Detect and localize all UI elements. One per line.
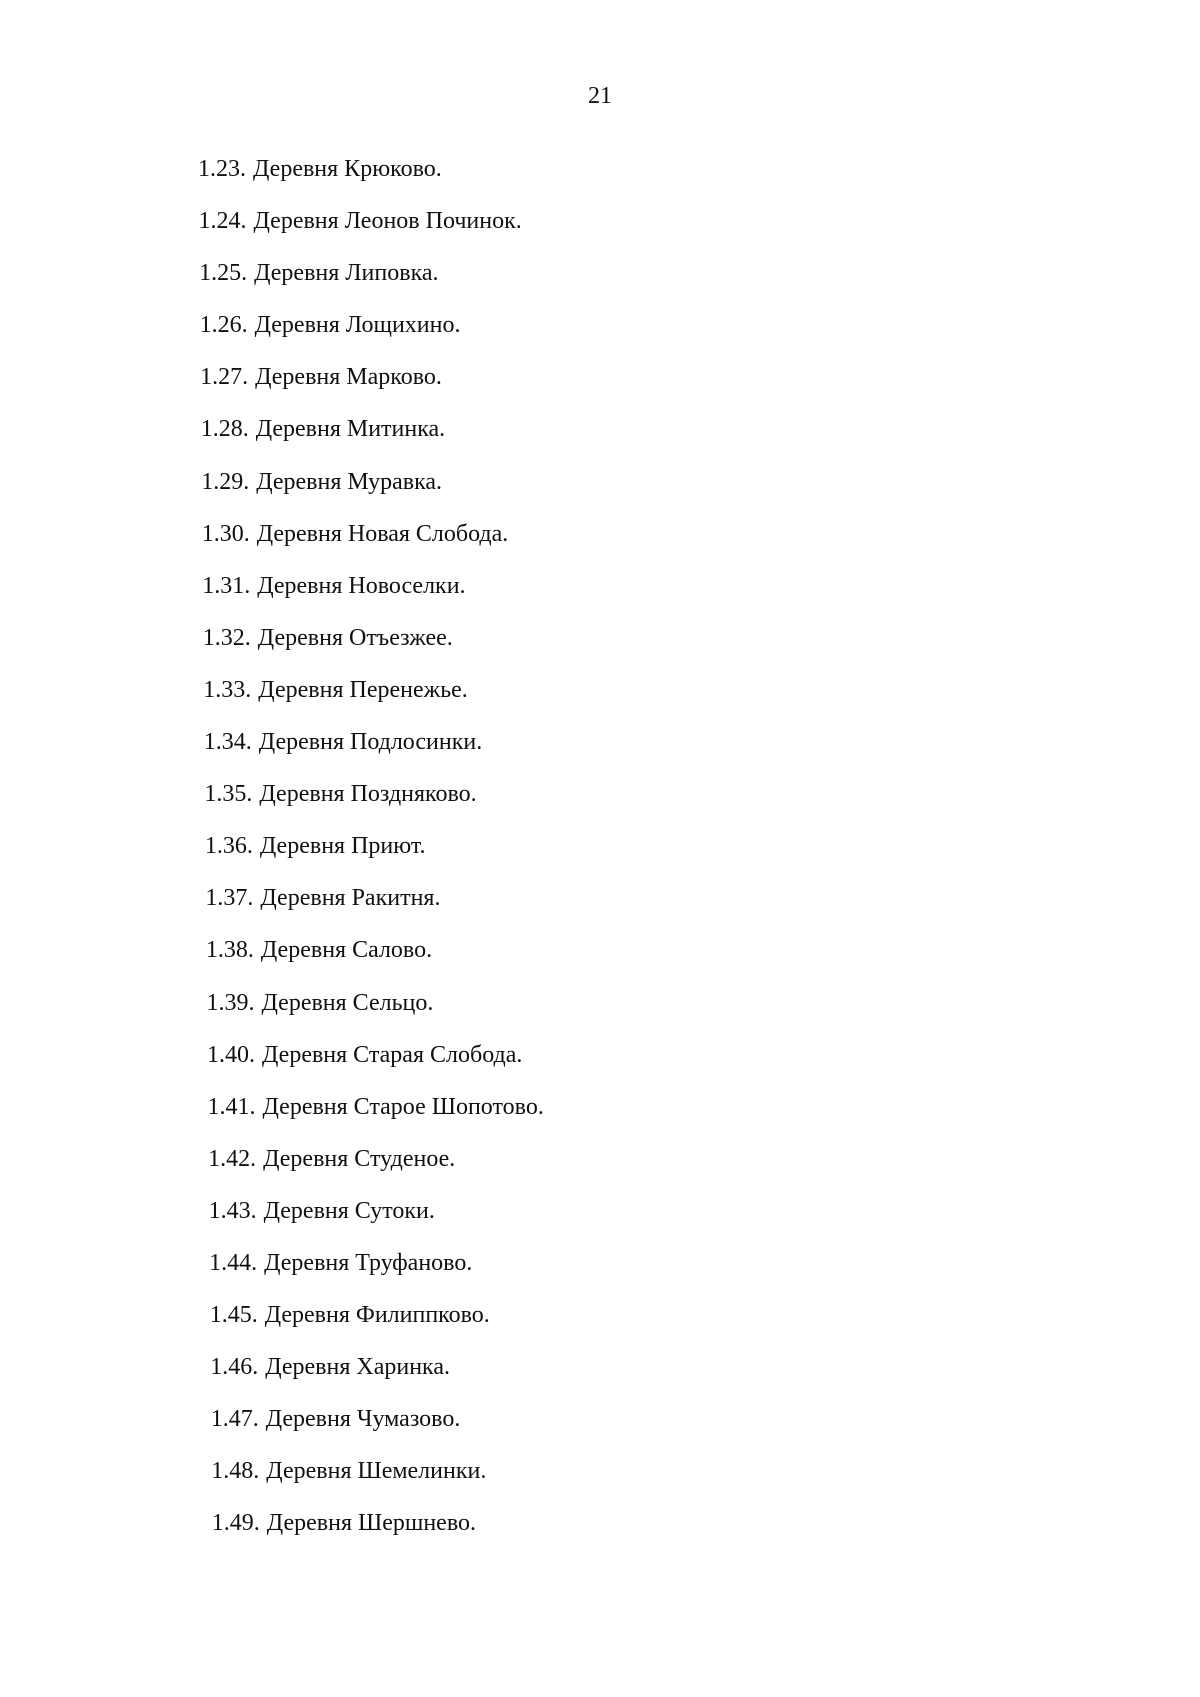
item-number: 1.43. bbox=[208, 1197, 257, 1224]
item-text: Деревня Липовка. bbox=[254, 260, 439, 287]
item-number: 1.27. bbox=[200, 364, 249, 391]
list-item bbox=[0, 936, 1200, 988]
list-item bbox=[0, 415, 1200, 467]
item-number: 1.40. bbox=[207, 1041, 255, 1068]
item-number: 1.38. bbox=[205, 937, 254, 964]
list-item bbox=[0, 1093, 1200, 1145]
item-text: Деревня Чумазово. bbox=[265, 1406, 461, 1433]
item-text: Деревня Шемелинки. bbox=[266, 1458, 487, 1485]
item-number: 1.29. bbox=[201, 468, 250, 495]
item-number: 1.32. bbox=[202, 624, 251, 651]
item-text: Деревня Новоселки. bbox=[257, 572, 466, 599]
list-item bbox=[0, 259, 1200, 311]
item-number: 1.30. bbox=[201, 520, 250, 547]
list-item bbox=[0, 1197, 1200, 1249]
list-item bbox=[0, 155, 1200, 207]
item-text: Деревня Отъезжее. bbox=[257, 624, 453, 651]
item-text: Деревня Шершнево. bbox=[266, 1510, 476, 1537]
item-text: Деревня Салово. bbox=[260, 937, 433, 964]
list-item bbox=[0, 1405, 1200, 1457]
list-item bbox=[0, 989, 1200, 1041]
item-number: 1.23. bbox=[198, 156, 246, 182]
item-number: 1.31. bbox=[202, 572, 251, 599]
settlement-list bbox=[0, 155, 1200, 1562]
item-text: Деревня Студеное. bbox=[263, 1145, 456, 1172]
list-item bbox=[0, 207, 1200, 259]
item-number: 1.35. bbox=[204, 781, 253, 808]
list-item bbox=[0, 676, 1200, 728]
list-item bbox=[0, 884, 1200, 936]
list-item bbox=[0, 832, 1200, 884]
list-item bbox=[0, 468, 1200, 520]
item-text: Деревня Муравка. bbox=[256, 468, 443, 495]
item-number: 1.48. bbox=[211, 1458, 260, 1485]
item-text: Деревня Труфаново. bbox=[264, 1249, 473, 1276]
item-number: 1.49. bbox=[211, 1510, 260, 1537]
item-text: Деревня Подлосинки. bbox=[258, 729, 483, 756]
item-number: 1.39. bbox=[206, 989, 255, 1016]
item-text: Деревня Сутоки. bbox=[263, 1197, 435, 1224]
item-text: Деревня Поздняково. bbox=[259, 781, 477, 808]
list-item bbox=[0, 1301, 1200, 1353]
item-number: 1.46. bbox=[210, 1354, 259, 1381]
item-number: 1.24. bbox=[198, 208, 247, 235]
list-item bbox=[0, 1457, 1200, 1509]
list-item bbox=[0, 363, 1200, 415]
list-item bbox=[0, 1249, 1200, 1301]
item-number: 1.33. bbox=[203, 676, 252, 703]
item-number: 1.41. bbox=[207, 1093, 256, 1120]
item-text: Деревня Новая Слобода. bbox=[256, 520, 509, 547]
item-number: 1.42. bbox=[208, 1145, 257, 1172]
item-text: Деревня Леонов Починок. bbox=[253, 208, 522, 235]
item-number: 1.28. bbox=[200, 416, 249, 443]
item-number: 1.45. bbox=[209, 1302, 258, 1329]
item-text: Деревня Филиппково. bbox=[264, 1302, 490, 1329]
list-item bbox=[0, 1041, 1200, 1093]
list-item bbox=[0, 311, 1200, 363]
list-item bbox=[0, 780, 1200, 832]
item-number: 1.26. bbox=[199, 312, 248, 339]
list-item bbox=[0, 1509, 1200, 1561]
item-text: Деревня Харинка. bbox=[265, 1354, 450, 1381]
list-item bbox=[0, 1145, 1200, 1197]
item-text: Деревня Перенежье. bbox=[258, 676, 468, 703]
item-number: 1.34. bbox=[203, 729, 252, 756]
item-text: Деревня Ракитня. bbox=[260, 885, 441, 912]
item-text: Деревня Митинка. bbox=[255, 416, 446, 443]
item-number: 1.37. bbox=[205, 885, 254, 912]
item-number: 1.44. bbox=[209, 1249, 258, 1276]
item-number: 1.36. bbox=[204, 833, 253, 860]
item-text: Деревня Лощихино. bbox=[254, 312, 461, 339]
list-item bbox=[0, 1353, 1200, 1405]
item-number: 1.47. bbox=[210, 1406, 259, 1433]
item-number: 1.25. bbox=[199, 260, 248, 287]
item-text: Деревня Старая Слобода. bbox=[262, 1041, 523, 1068]
list-item bbox=[0, 520, 1200, 572]
item-text: Деревня Марково. bbox=[255, 364, 442, 391]
list-item bbox=[0, 572, 1200, 624]
item-text: Деревня Приют. bbox=[259, 833, 426, 860]
item-text: Деревня Крюково. bbox=[253, 156, 442, 182]
item-text: Деревня Старое Шопотово. bbox=[262, 1093, 544, 1120]
list-item bbox=[0, 728, 1200, 780]
page-number: 21 bbox=[588, 83, 612, 109]
item-text: Деревня Сельцо. bbox=[261, 989, 434, 1016]
list-item bbox=[0, 624, 1200, 676]
